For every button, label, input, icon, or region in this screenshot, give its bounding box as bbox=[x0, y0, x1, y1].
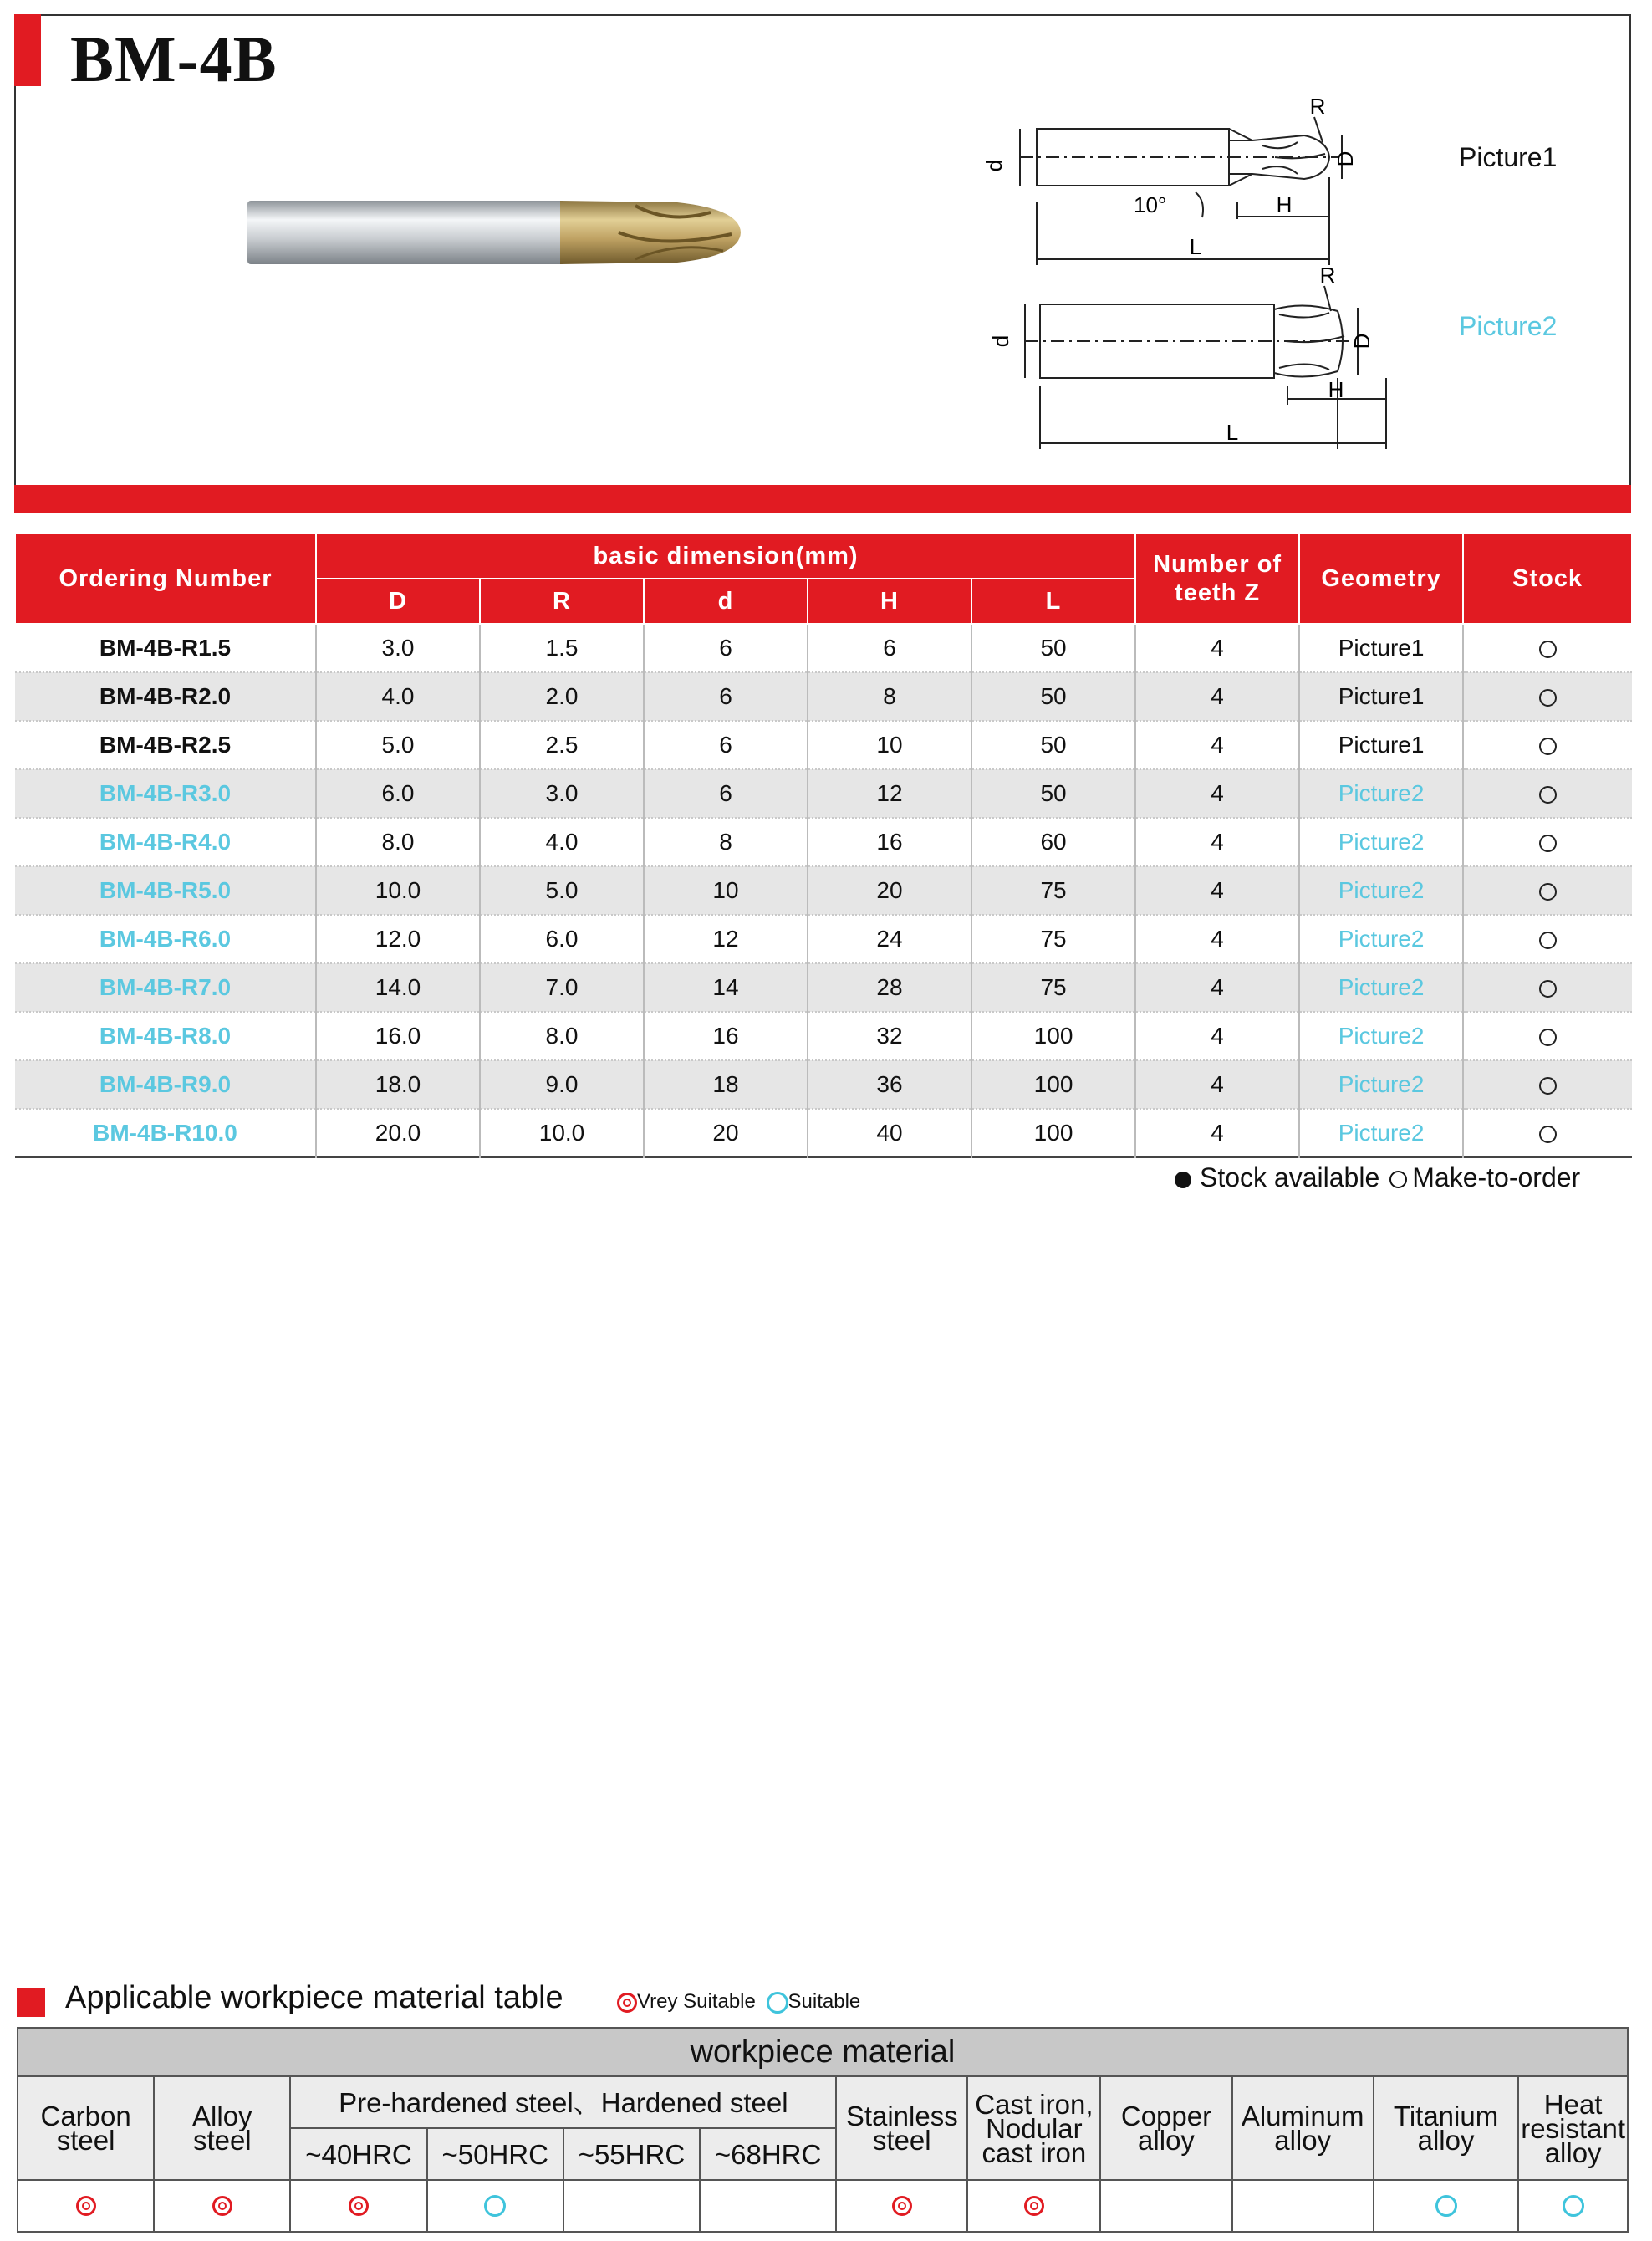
make-to-order-label: Make-to-order bbox=[1412, 1162, 1581, 1192]
cell-H: 16 bbox=[808, 818, 971, 866]
table-row bbox=[15, 1012, 1632, 1060]
make-to-order-icon bbox=[1539, 932, 1557, 949]
cell-geometry: Picture2 bbox=[1299, 866, 1463, 915]
cell-D: 3.0 bbox=[316, 624, 480, 672]
cell-stock bbox=[1463, 866, 1632, 915]
suitability-cell bbox=[967, 2180, 1100, 2232]
cell-teeth: 4 bbox=[1135, 866, 1299, 915]
cell-R: 1.5 bbox=[480, 624, 644, 672]
suitable-label: Suitable bbox=[788, 1990, 861, 2013]
material-hrc-68: ~68HRC bbox=[700, 2128, 836, 2180]
cell-R: 10.0 bbox=[480, 1109, 644, 1157]
very-suitable-icon bbox=[617, 1993, 637, 2013]
table-row bbox=[15, 963, 1632, 1012]
cell-teeth: 4 bbox=[1135, 818, 1299, 866]
cell-H: 32 bbox=[808, 1012, 971, 1060]
make-to-order-icon bbox=[1539, 738, 1557, 755]
suitability-cell bbox=[563, 2180, 700, 2232]
stock-available-label: Stock available bbox=[1200, 1162, 1380, 1192]
material-cast-iron: Cast iron, Nodular cast iron bbox=[967, 2076, 1100, 2180]
cell-geometry: Picture2 bbox=[1299, 818, 1463, 866]
suitability-cell bbox=[1100, 2180, 1231, 2232]
cell-H: 36 bbox=[808, 1060, 971, 1109]
cell-L: 100 bbox=[971, 1060, 1135, 1109]
make-to-order-dot bbox=[1389, 1171, 1407, 1188]
cell-geometry: Picture2 bbox=[1299, 769, 1463, 818]
cell-geometry: Picture2 bbox=[1299, 1109, 1463, 1157]
cell-D: 4.0 bbox=[316, 672, 480, 721]
cell-L: 75 bbox=[971, 915, 1135, 963]
very-suitable-icon bbox=[76, 2196, 96, 2216]
make-to-order-icon bbox=[1539, 835, 1557, 852]
material-hrc-55: ~55HRC bbox=[563, 2128, 700, 2180]
cell-D: 6.0 bbox=[316, 769, 480, 818]
technical-drawing-picture2 bbox=[987, 261, 1421, 453]
cell-geometry: Picture2 bbox=[1299, 915, 1463, 963]
make-to-order-icon bbox=[1539, 1077, 1557, 1095]
cell-stock bbox=[1463, 963, 1632, 1012]
cell-H: 28 bbox=[808, 963, 971, 1012]
cell-geometry: Picture2 bbox=[1299, 963, 1463, 1012]
drawing1-L-label: L bbox=[1189, 234, 1202, 259]
table-row bbox=[15, 721, 1632, 769]
spec-table bbox=[14, 533, 1633, 1158]
drawing1-R-label: R bbox=[1309, 94, 1326, 119]
cell-L: 75 bbox=[971, 866, 1135, 915]
cell-geometry: Picture2 bbox=[1299, 1012, 1463, 1060]
table-row bbox=[15, 769, 1632, 818]
material-table bbox=[17, 2027, 1629, 2233]
make-to-order-icon bbox=[1539, 1029, 1557, 1046]
cell-R: 7.0 bbox=[480, 963, 644, 1012]
material-heat-resistant-alloy: Heat resistant alloy bbox=[1518, 2076, 1628, 2180]
drawing1-angle-label: 10° bbox=[1134, 192, 1167, 217]
cell-L: 60 bbox=[971, 818, 1135, 866]
cell-ordering-number: BM-4B-R10.0 bbox=[93, 1120, 237, 1146]
cell-D: 16.0 bbox=[316, 1012, 480, 1060]
cell-D: 10.0 bbox=[316, 866, 480, 915]
cell-teeth: 4 bbox=[1135, 672, 1299, 721]
drawing1-D-label: D bbox=[1333, 151, 1358, 167]
material-alloy-steel: Alloy steel bbox=[154, 2076, 290, 2180]
cell-H: 20 bbox=[808, 866, 971, 915]
cell-D: 20.0 bbox=[316, 1109, 480, 1157]
cell-H: 10 bbox=[808, 721, 971, 769]
header-stock: Stock bbox=[1463, 533, 1632, 624]
header-H: H bbox=[808, 579, 971, 624]
table-row bbox=[15, 1109, 1632, 1157]
stock-available-dot bbox=[1175, 1172, 1191, 1188]
cell-geometry: Picture1 bbox=[1299, 672, 1463, 721]
suitability-cell bbox=[154, 2180, 290, 2232]
cell-d: 10 bbox=[644, 866, 808, 915]
cell-stock bbox=[1463, 1060, 1632, 1109]
cell-ordering-number: BM-4B-R1.5 bbox=[99, 635, 232, 661]
make-to-order-icon bbox=[1539, 689, 1557, 707]
cell-d: 8 bbox=[644, 818, 808, 866]
suitability-legend bbox=[617, 1990, 860, 2014]
page-title: BM-4B bbox=[70, 23, 278, 95]
cell-R: 2.0 bbox=[480, 672, 644, 721]
header-basic-dimension: basic dimension(mm) bbox=[316, 533, 1135, 579]
cell-ordering-number: BM-4B-R2.5 bbox=[99, 732, 232, 758]
suitable-icon bbox=[767, 1992, 788, 2014]
table-row bbox=[15, 915, 1632, 963]
suitable-icon bbox=[1563, 2195, 1584, 2217]
cell-ordering-number: BM-4B-R2.0 bbox=[15, 672, 316, 721]
drawing2-D-label: D bbox=[1349, 333, 1374, 350]
make-to-order-icon bbox=[1539, 980, 1557, 998]
cell-geometry: Picture1 bbox=[1299, 721, 1463, 769]
drawing2-L-label: L bbox=[1226, 420, 1239, 445]
very-suitable-icon bbox=[1024, 2196, 1044, 2216]
cell-H: 24 bbox=[808, 915, 971, 963]
header-d: d bbox=[644, 579, 808, 624]
cell-stock bbox=[1463, 915, 1632, 963]
drawing2-R-label: R bbox=[1319, 263, 1336, 288]
cell-L: 50 bbox=[971, 672, 1135, 721]
drawing2-H-label: H bbox=[1328, 377, 1344, 402]
material-header: workpiece material bbox=[18, 2028, 1628, 2076]
header-L: L bbox=[971, 579, 1135, 624]
cell-ordering-number: BM-4B-R3.0 bbox=[15, 769, 316, 818]
material-titanium-alloy: Titanium alloy bbox=[1374, 2076, 1518, 2180]
cell-stock bbox=[1463, 721, 1632, 769]
cell-d: 6 bbox=[644, 672, 808, 721]
suitability-cell bbox=[836, 2180, 967, 2232]
table-row bbox=[15, 866, 1632, 915]
cell-teeth: 4 bbox=[1135, 1012, 1299, 1060]
cell-teeth: 4 bbox=[1135, 1060, 1299, 1109]
cell-L: 100 bbox=[971, 1109, 1135, 1157]
drawing1-d-label: d bbox=[982, 159, 1007, 172]
material-stainless-steel: Stainless steel bbox=[836, 2076, 967, 2180]
cell-ordering-number: BM-4B-R4.0 bbox=[99, 829, 232, 855]
cell-H: 40 bbox=[808, 1109, 971, 1157]
cell-teeth: 4 bbox=[1135, 721, 1299, 769]
cell-geometry: Picture1 bbox=[1299, 624, 1463, 672]
cell-teeth: 4 bbox=[1135, 963, 1299, 1012]
make-to-order-icon bbox=[1539, 1126, 1557, 1143]
header-D: D bbox=[316, 579, 480, 624]
cell-ordering-number: BM-4B-R6.0 bbox=[99, 926, 232, 952]
cell-D: 8.0 bbox=[316, 818, 480, 866]
cell-L: 50 bbox=[971, 769, 1135, 818]
cell-R: 4.0 bbox=[480, 818, 644, 866]
material-aluminum-alloy: Aluminum alloy bbox=[1232, 2076, 1374, 2180]
material-carbon-steel: Carbon steel bbox=[18, 2076, 154, 2180]
header-teeth: Number of teeth Z bbox=[1135, 533, 1299, 624]
cell-teeth: 4 bbox=[1135, 769, 1299, 818]
cell-d: 6 bbox=[644, 624, 808, 672]
material-hardened-steel: Pre-hardened steel、Hardened steel bbox=[290, 2076, 836, 2128]
technical-drawing-picture1 bbox=[982, 94, 1421, 269]
header-geometry: Geometry bbox=[1299, 533, 1463, 624]
cell-H: 8 bbox=[808, 672, 971, 721]
drawing1-H-label: H bbox=[1276, 192, 1293, 217]
cell-R: 8.0 bbox=[480, 1012, 644, 1060]
cell-H: 6 bbox=[808, 624, 971, 672]
stock-legend bbox=[1175, 1162, 1580, 1193]
cell-d: 6 bbox=[644, 721, 808, 769]
cell-stock bbox=[1463, 672, 1632, 721]
drawing2-d-label: d bbox=[988, 334, 1013, 348]
suitability-cell bbox=[700, 2180, 836, 2232]
table-row bbox=[15, 624, 1632, 672]
cell-D: 18.0 bbox=[316, 1060, 480, 1109]
very-suitable-label: Vrey Suitable bbox=[637, 1990, 756, 2013]
material-hrc-50: ~50HRC bbox=[427, 2128, 563, 2180]
cell-R: 5.0 bbox=[480, 866, 644, 915]
cell-L: 100 bbox=[971, 1012, 1135, 1060]
material-section-title: Applicable workpiece material table bbox=[65, 1980, 563, 2015]
make-to-order-icon bbox=[1539, 641, 1557, 658]
picture2-label: Picture2 bbox=[1459, 311, 1558, 341]
suitability-cell bbox=[1374, 2180, 1518, 2232]
cell-d: 14 bbox=[644, 963, 808, 1012]
cell-stock bbox=[1463, 624, 1632, 672]
header-red-bar bbox=[14, 485, 1631, 513]
cell-d: 6 bbox=[644, 769, 808, 818]
suitability-row bbox=[18, 2180, 1628, 2232]
cell-d: 16 bbox=[644, 1012, 808, 1060]
material-section-marker bbox=[17, 1988, 45, 2017]
material-copper-alloy: Copper alloy bbox=[1100, 2076, 1231, 2180]
cell-D: 5.0 bbox=[316, 721, 480, 769]
suitability-cell bbox=[290, 2180, 426, 2232]
cell-geometry: Picture2 bbox=[1299, 1060, 1463, 1109]
cell-d: 18 bbox=[644, 1060, 808, 1109]
suitability-cell bbox=[427, 2180, 563, 2232]
cell-teeth: 4 bbox=[1135, 1109, 1299, 1157]
make-to-order-icon bbox=[1539, 883, 1557, 901]
cell-R: 2.5 bbox=[480, 721, 644, 769]
material-hrc-40: ~40HRC bbox=[290, 2128, 426, 2180]
table-row bbox=[15, 672, 1632, 721]
cell-teeth: 4 bbox=[1135, 915, 1299, 963]
cell-L: 50 bbox=[971, 624, 1135, 672]
end-mill-product-image bbox=[242, 191, 761, 274]
header-R: R bbox=[480, 579, 644, 624]
suitable-icon bbox=[1435, 2195, 1457, 2217]
cell-ordering-number: BM-4B-R8.0 bbox=[99, 1023, 232, 1049]
suitable-icon bbox=[484, 2195, 506, 2217]
cell-stock bbox=[1463, 1109, 1632, 1157]
cell-ordering-number: BM-4B-R7.0 bbox=[15, 963, 316, 1012]
suitability-cell bbox=[1518, 2180, 1628, 2232]
very-suitable-icon bbox=[212, 2196, 232, 2216]
title-accent-bar bbox=[14, 14, 41, 86]
cell-d: 12 bbox=[644, 915, 808, 963]
picture1-label: Picture1 bbox=[1459, 142, 1558, 172]
cell-L: 50 bbox=[971, 721, 1135, 769]
cell-ordering-number: BM-4B-R5.0 bbox=[15, 866, 316, 915]
cell-H: 12 bbox=[808, 769, 971, 818]
cell-teeth: 4 bbox=[1135, 624, 1299, 672]
suitability-cell bbox=[1232, 2180, 1374, 2232]
cell-D: 14.0 bbox=[316, 963, 480, 1012]
cell-L: 75 bbox=[971, 963, 1135, 1012]
cell-stock bbox=[1463, 1012, 1632, 1060]
cell-R: 9.0 bbox=[480, 1060, 644, 1109]
table-row bbox=[15, 818, 1632, 866]
cell-D: 12.0 bbox=[316, 915, 480, 963]
cell-stock bbox=[1463, 818, 1632, 866]
header-ordering-number: Ordering Number bbox=[15, 533, 316, 624]
cell-R: 6.0 bbox=[480, 915, 644, 963]
very-suitable-icon bbox=[349, 2196, 369, 2216]
cell-stock bbox=[1463, 769, 1632, 818]
suitability-cell bbox=[18, 2180, 154, 2232]
make-to-order-icon bbox=[1539, 786, 1557, 804]
cell-ordering-number: BM-4B-R9.0 bbox=[15, 1060, 316, 1109]
cell-R: 3.0 bbox=[480, 769, 644, 818]
very-suitable-icon bbox=[892, 2196, 912, 2216]
table-row bbox=[15, 1060, 1632, 1109]
cell-d: 20 bbox=[644, 1109, 808, 1157]
